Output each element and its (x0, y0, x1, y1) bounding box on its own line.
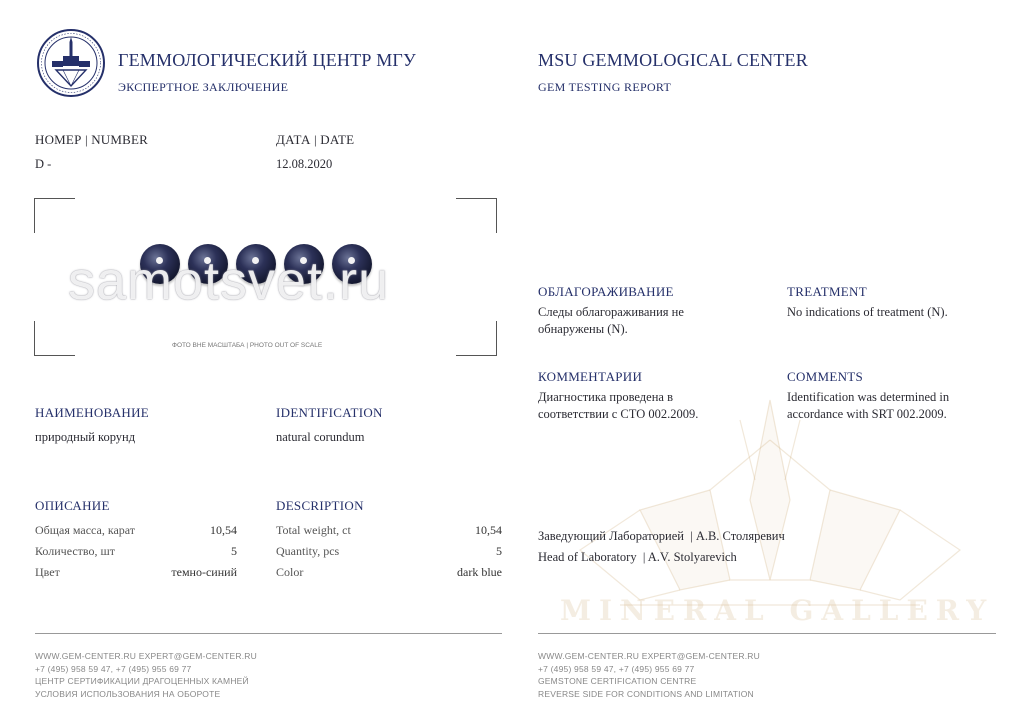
comments-label-en: COMMENTS (787, 369, 864, 384)
subtitle-ru: ЭКСПЕРТНОЕ ЗАКЛЮЧЕНИЕ (118, 80, 289, 94)
signature-line-ru: Заведующий Лабораторией | А.В. Столяревич (538, 529, 785, 543)
description-row-name-ru: Общая масса, карат (35, 523, 136, 537)
description-row-name-en: Color (276, 565, 304, 579)
description-label-ru: ОПИСАНИЕ (35, 498, 110, 513)
footer-left-line: +7 (495) 958 59 47, +7 (495) 955 69 77 (35, 663, 192, 674)
comments-label-ru: КОММЕНТАРИИ (538, 369, 643, 384)
footer-right-line: REVERSE SIDE FOR CONDITIONS AND LIMITATION (538, 688, 754, 699)
signature-line-en: Head of Laboratory | A.V. Stolyarevich (538, 550, 737, 564)
description-label-en: DESCRIPTION (276, 498, 364, 513)
msu-logo-seal (36, 28, 106, 98)
description-row-name-en: Quantity, pcs (276, 544, 340, 558)
footer-left-line: ЦЕНТР СЕРТИФИКАЦИИ ДРАГОЦЕННЫХ КАМНЕЙ (35, 676, 249, 686)
identification-value-ru: природный корунд (35, 430, 136, 444)
description-row-name-ru: Количество, шт (35, 544, 115, 558)
identification-value-en: natural corundum (276, 430, 365, 444)
footer-left (35, 650, 257, 700)
description-row-value-en: 5 (496, 544, 502, 558)
footer-right-line: GEMSTONE CERTIFICATION CENTRE (538, 676, 697, 686)
footer-right-line: +7 (495) 958 59 47, +7 (495) 955 69 77 (538, 663, 695, 674)
site-watermark: samotsvet.ru (68, 251, 390, 311)
footer-divider-right (538, 633, 996, 634)
photo-frame (34, 198, 497, 356)
subtitle-en: GEM TESTING REPORT (538, 80, 672, 94)
comments-text-ru: Диагностика проведена в соответствии с СТО 002.2009. (538, 390, 699, 421)
mineral-gallery-watermark-text: MINERAL GALLERY (560, 594, 995, 627)
title-ru: ГЕММОЛОГИЧЕСКИЙ ЦЕНТР МГУ (118, 50, 416, 70)
description-row-value-ru: 10,54 (210, 523, 237, 537)
photo-caption: ФОТО ВНЕ МАСШТАБА | PHOTO OUT OF SCALE (172, 342, 323, 349)
footer-divider-left (35, 633, 502, 634)
description-row-value-en: 10,54 (475, 523, 502, 537)
treatment-label-en: TREATMENT (787, 284, 867, 299)
treatment-text-ru: Следы облагораживания не обнаружены (N). (538, 305, 684, 336)
description-row-value-ru: темно-синий (171, 565, 237, 579)
footer-left-line: УСЛОВИЯ ИСПОЛЬЗОВАНИЯ НА ОБОРОТЕ (35, 688, 221, 699)
description-row-name-ru: Цвет (35, 565, 60, 579)
frame-corner-top-right (456, 198, 497, 233)
number-value: D - (35, 157, 52, 171)
treatment-text-en: No indications of treatment (N). (787, 305, 948, 319)
footer-right-line: WWW.GEM-CENTER.RU EXPERT@GEM-CENTER.RU (538, 651, 760, 661)
frame-corner-top-left (34, 198, 75, 233)
date-label: ДАТА | DATE (276, 132, 355, 147)
title-en: MSU GEMMOLOGICAL CENTER (538, 50, 808, 70)
comments-text-en: Identification was determined in accordance with SRT 002.2009. (787, 390, 950, 421)
identification-label-en: IDENTIFICATION (276, 405, 383, 420)
footer-left-line: WWW.GEM-CENTER.RU EXPERT@GEM-CENTER.RU (35, 651, 257, 661)
description-row-value-en: dark blue (457, 565, 502, 579)
frame-corner-bottom-right (456, 321, 497, 356)
identification-label-ru: НАИМЕНОВАНИЕ (35, 405, 149, 420)
number-label: НОМЕР | NUMBER (35, 132, 149, 147)
frame-corner-bottom-left (34, 321, 75, 356)
date-value: 12.08.2020 (276, 157, 333, 171)
treatment-label-ru: ОБЛАГОРАЖИВАНИЕ (538, 284, 674, 299)
description-row-value-ru: 5 (231, 544, 237, 558)
description-row-name-en: Total weight, ct (276, 523, 351, 537)
footer-right (538, 650, 760, 700)
